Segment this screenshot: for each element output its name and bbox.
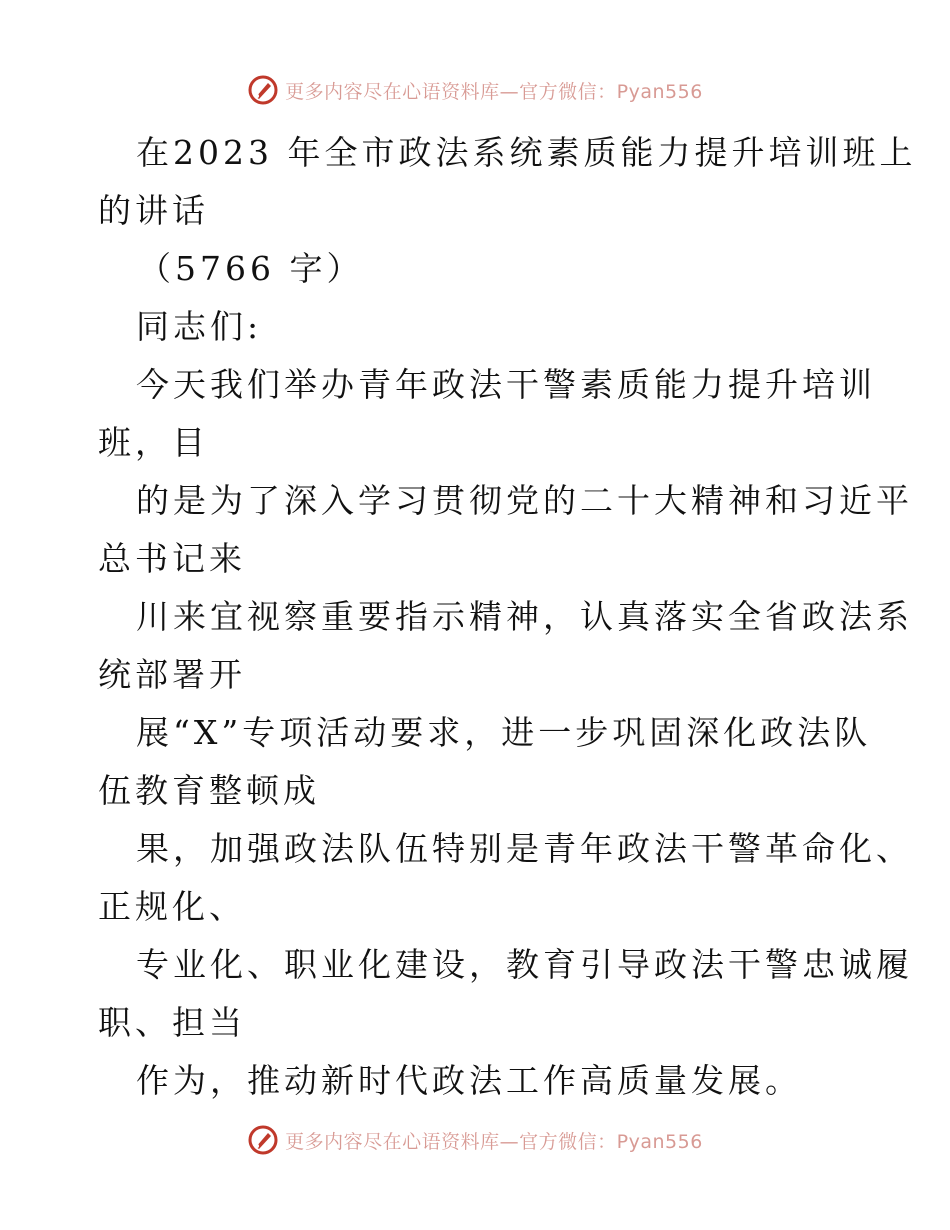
paragraph-line: 展“X”专项活动要求，进一步巩固深化政法队 — [136, 713, 872, 752]
paragraph-line: 总书记来 — [98, 539, 246, 578]
paragraph-line: 今天我们举办青年政法干警素质能力提升培训 — [136, 365, 876, 404]
speech-title-line-1: 在2023 年全市政法系统素质能力提升培训班上 — [136, 133, 917, 172]
pen-logo-icon — [247, 74, 279, 106]
paragraph-line: 作为，推动新时代政法工作高质量发展。 — [136, 1061, 802, 1100]
paragraph-line: 正规化、 — [98, 887, 246, 926]
word-count: （5766 字） — [138, 249, 364, 288]
paragraph-line: 统部署开 — [98, 655, 246, 694]
document-body — [98, 124, 917, 1110]
paragraph-line: 伍教育整顿成 — [98, 771, 320, 810]
pen-logo-icon — [247, 1124, 279, 1156]
paragraph-line: 川来宜视察重要指示精神，认真落实全省政法系 — [136, 597, 913, 636]
paragraph-line: 果，加强政法队伍特别是青年政法干警革命化、 — [136, 829, 913, 868]
paragraph-line: 的是为了深入学习贯彻党的二十大精神和习近平 — [136, 481, 913, 520]
header-watermark-banner — [0, 72, 950, 108]
paragraph-line: 职、担当 — [98, 1003, 246, 1042]
paragraph-line: 班，目 — [98, 423, 209, 462]
footer-watermark-text: 更多内容尽在心语资料库—官方微信：Pyan556 — [285, 1130, 703, 1153]
salutation: 同志们: — [136, 307, 263, 346]
header-watermark-text: 更多内容尽在心语资料库—官方微信：Pyan556 — [285, 80, 703, 103]
footer-watermark-banner — [0, 1122, 950, 1158]
speech-title-line-2: 的讲话 — [98, 191, 209, 230]
paragraph-line: 专业化、职业化建设，教育引导政法干警忠诚履 — [136, 945, 913, 984]
